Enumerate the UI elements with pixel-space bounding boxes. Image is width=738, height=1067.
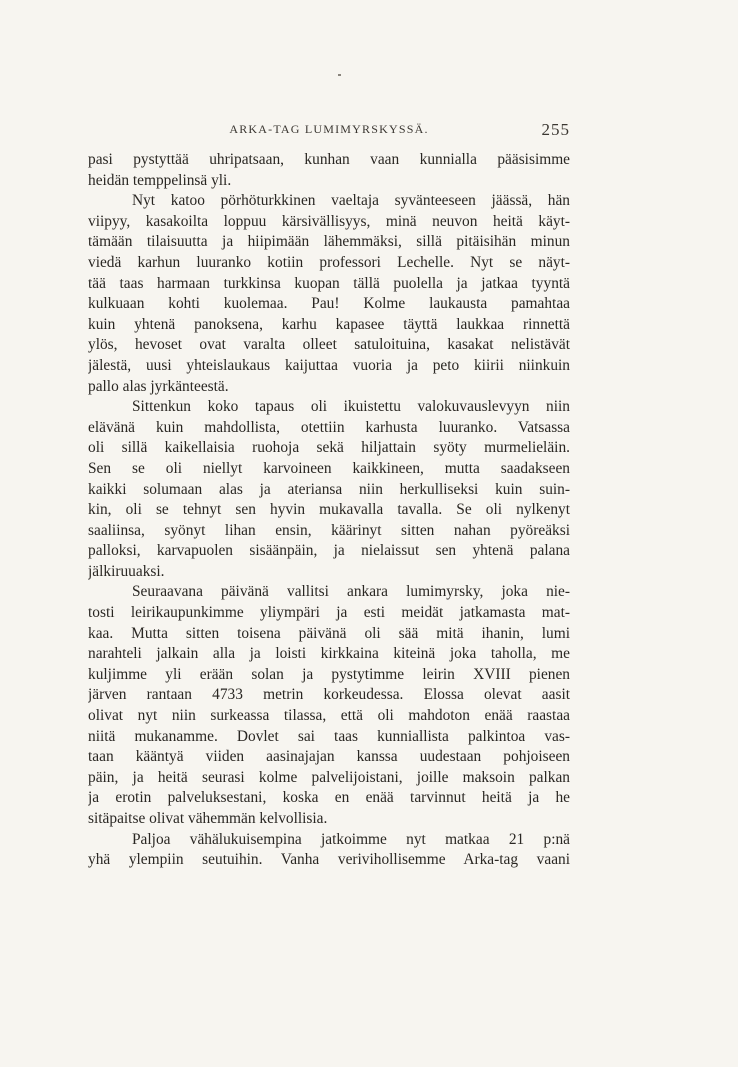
text-line: päin, ja heitä seurasi kolme palvelijoistani, joille maksoin palkan — [88, 768, 570, 786]
text-line: kuin yhtenä panoksena, karhu kapasee täyttä laukkaa rinnettä — [88, 315, 570, 333]
text-line: ja erotin palveluksestani, koska en enää tarvinnut heitä ja he — [88, 789, 570, 807]
page-number: 255 — [541, 120, 570, 139]
text-line: Sen se oli niellyt karvoineen kaikkineen, mutta saadakseen — [88, 459, 570, 477]
running-title: ARKA-TAG LUMIMYRSKYSSÄ. — [229, 122, 429, 136]
print-speck — [338, 74, 341, 76]
text-line: tämään tilaisuutta ja hiipimään lähemmäksi, sillä pitäisihän minun — [88, 233, 570, 251]
text-line: pasi pystyttää uhripatsaan, kunhan vaan kunnialla pääsisimme — [88, 151, 570, 168]
text-line: Sittenkun koko tapaus oli ikuistettu valokuvauslevyyn niin — [132, 398, 570, 416]
text-line: ylös, hevoset ovat varalta olleet satuloituina, kasakat nelistävät — [88, 336, 570, 354]
text-line: narahteli jalkain alla ja loisti kirkkaina kiteinä joka taholla, me — [88, 645, 570, 663]
text-line: pallo alas jyrkänteestä. — [88, 377, 229, 395]
text-line: niitä mukanamme. Dovlet sai taas kunniallista palkintoa vas- — [88, 727, 570, 745]
text-line: palloksi, karvapuolen sisäänpäin, ja nielaissut sen yhtenä palana — [88, 542, 570, 560]
text-line: oli sillä kaikellaisia ruohoja sekä hiljattain syöty murmelieläin. — [88, 439, 570, 457]
text-line: kaa. Mutta sitten toisena päivänä oli sää mitä ihanin, lumi — [88, 624, 570, 642]
text-line: viipyy, kasakoilta loppuu kärsivällisyys, minä neuvon heitä käyt- — [88, 212, 570, 230]
text-line: Seuraavana päivänä vallitsi ankara lumimyrsky, joka nie- — [132, 583, 570, 601]
text-line: olivat nyt niin surkeassa tilassa, että oli mahdoton enää raastaa — [88, 707, 570, 725]
body-text — [88, 150, 570, 871]
text-line: jälkiruuaksi. — [88, 562, 165, 580]
text-line: kuljimme yli erään solan ja pystytimme leirin XVIII pienen — [88, 665, 570, 683]
text-line: viedä karhun luuranko kotiin professori Lechelle. Nyt se näyt- — [88, 253, 570, 271]
text-line: Paljoa vähälukuisempina jatkoimme nyt matkaa 21 p:nä — [132, 830, 570, 848]
text-line: jälestä, uusi yhteislaukaus kaijuttaa vuoria ja peto kiirii niinkuin — [88, 356, 570, 374]
text-line: kaikki solumaan alas ja ateriansa niin herkulliseksi kuin suin- — [88, 480, 570, 498]
text-line: saaliinsa, syönyt lihan ensin, käärinyt sitten nahan pyöreäksi — [88, 521, 570, 539]
text-line: taan kääntyä viiden aasinajajan kanssa uudestaan pohjoiseen — [88, 748, 570, 766]
text-line: tosti leirikaupunkimme yliympäri ja esti meidät jatkamasta mat- — [88, 604, 570, 622]
text-line: kin, oli se tehnyt sen hyvin mukavalla tavalla. Se oli nylkenyt — [88, 501, 570, 519]
running-header — [88, 120, 570, 144]
text-line: Nyt katoo pörhöturkkinen vaeltaja syvänteeseen jäässä, hän — [132, 192, 570, 210]
text-line: heidän temppelinsä yli. — [88, 171, 232, 189]
text-line: yhä ylempiin seutuihin. Vanha verivihollisemme Arka-tag vaani — [88, 851, 570, 869]
text-line: sitäpaitse olivat vähemmän kelvollisia. — [88, 810, 328, 827]
text-line: elävänä kuin mahdollista, otettiin karhusta luuranko. Vatsassa — [88, 418, 570, 436]
text-line: tää taas harmaan turkkinsa kuopan tällä puolella ja jatkaa tyyntä — [88, 274, 570, 292]
text-line: järven rantaan 4733 metrin korkeudessa. Elossa olevat aasit — [88, 686, 570, 704]
text-line: kulkuaan kohti kuolemaa. Pau! Kolme laukausta pamahtaa — [88, 295, 570, 313]
